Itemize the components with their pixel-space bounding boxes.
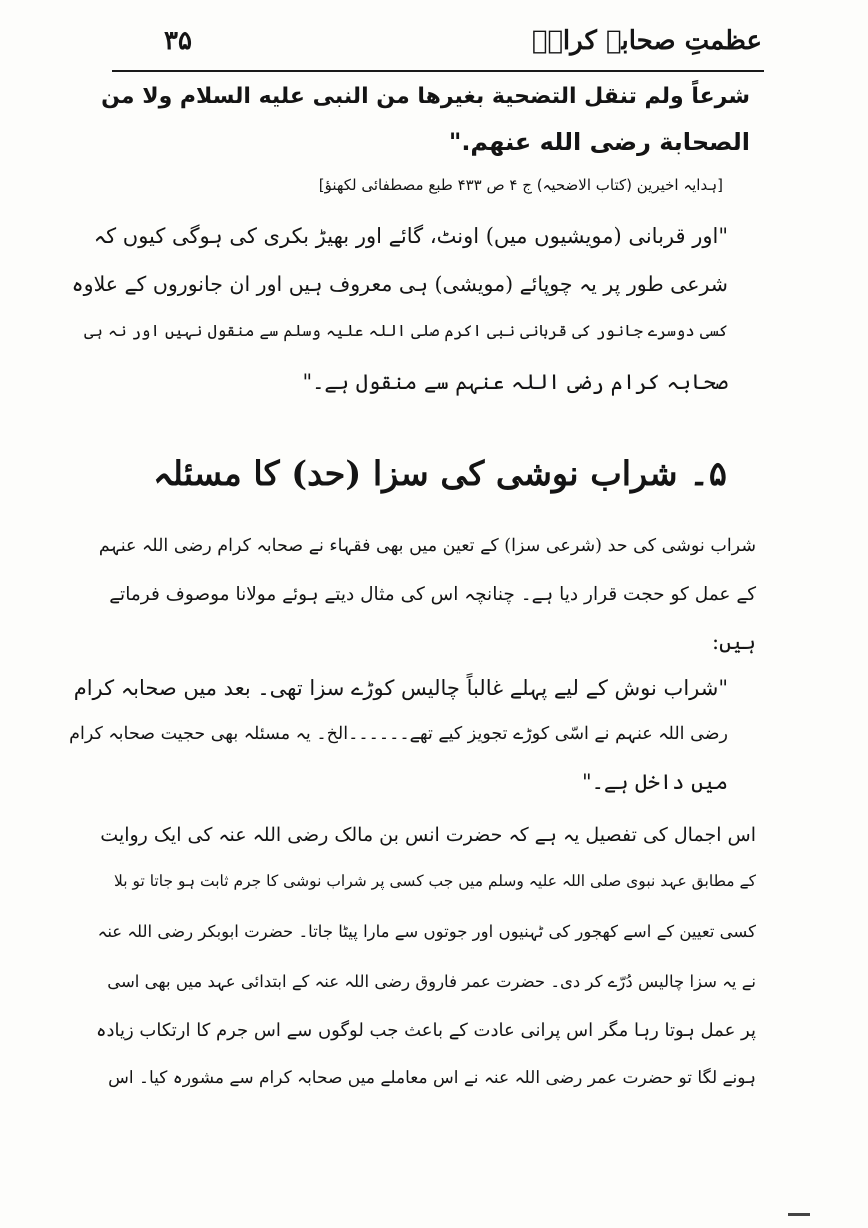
intro-paragraph-line: شراب نوشی کی حد (شرعی سزا) کے تعین میں بھی فقہاء نے صحابہ کرام رضی اللہ عنہم [98, 536, 756, 556]
section-heading: ۵۔ شراب نوشی کی سزا (حد) کا مسئلہ [153, 454, 727, 493]
detail-paragraph-line: نے یہ سزا چالیس دُرّے کر دی۔ حضرت عمر فاروق رضی اللہ عنہ کے ابتدائی عہد میں بھی اسی [107, 972, 756, 991]
detail-paragraph-line: پر عمل ہوتا رہا مگر اس پرانی عادت کے باعث جب لوگوں سے اس جرم کا ارتکاب زیادہ [95, 1020, 756, 1041]
page-header [112, 22, 762, 70]
header-rule [112, 70, 764, 72]
translation-line: کسی دوسرے جانور کی قربانی نبی اکرم صلی اللہ علیہ وسلم سے منقول نہیں اور نہ ہی [84, 321, 728, 340]
intro-paragraph-line: ہیں: [712, 630, 756, 654]
page-corner-mark [788, 1213, 810, 1216]
page-number: ۳۵ [164, 26, 192, 56]
arabic-quote-line: الصحابة رضى الله عنهم." [448, 128, 750, 156]
maulana-quote-line: "شراب نوش کے لیے پہلے غالباً چالیس کوڑے سزا تھی۔ بعد میں صحابہ کرام [73, 676, 728, 700]
maulana-quote-line: میں داخل ہے۔" [581, 770, 728, 794]
translation-line: شرعی طور پر یہ چوپائے (مویشی) ہی معروف ہیں اور ان جانوروں کے علاوہ [71, 272, 728, 296]
maulana-quote-line: رضی اللہ عنہم نے اسّی کوڑے تجویز کیے تھے۔۔۔۔۔۔الخ۔ یہ مسئلہ بھی حجیت صحابہ کرام [69, 724, 728, 744]
source-reference: [ہدایہ اخیرین (کتاب الاضحیہ) ج ۴ ص ۴۳۳ طبع مصطفائی لکھنؤ] [318, 176, 723, 194]
book-title: عظمتِ صحابہ کرامؓ [531, 26, 762, 56]
translation-line: "اور قربانی (مویشیوں میں) اونٹ، گائے اور بھیڑ بکری کی ہوگی کیوں کہ [93, 224, 728, 248]
detail-paragraph-line: ہونے لگا تو حضرت عمر رضی اللہ عنہ نے اس معاملے میں صحابہ کرام سے مشورہ کیا۔ اس [108, 1068, 756, 1088]
arabic-quote-line: شرعاً ولم تنقل التضحية بغيرها من النبى عليه السلام ولا من [101, 84, 750, 109]
detail-paragraph-line: کسی تعیین کے اسے کھجور کی ٹہنیوں اور جوتوں سے مارا پیٹا جاتا۔ حضرت ابوبکر رضی اللہ عنہ [97, 922, 756, 941]
detail-paragraph-line: کے مطابق عہد نبوی صلی اللہ علیہ وسلم میں جب کسی پر شراب نوشی کا جرم ثابت ہو جاتا تو بلا [113, 872, 756, 890]
detail-paragraph-line: اس اجمال کی تفصیل یہ ہے کہ حضرت انس بن مالک رضی اللہ عنہ کی ایک روایت [100, 824, 756, 846]
translation-line: صحابہ کرام رضی اللہ عنہم سے منقول ہے۔" [302, 370, 728, 394]
intro-paragraph-line: کے عمل کو حجت قرار دیا ہے۔ چنانچہ اس کی مثال دیتے ہوئے مولانا موصوف فرماتے [109, 584, 756, 605]
